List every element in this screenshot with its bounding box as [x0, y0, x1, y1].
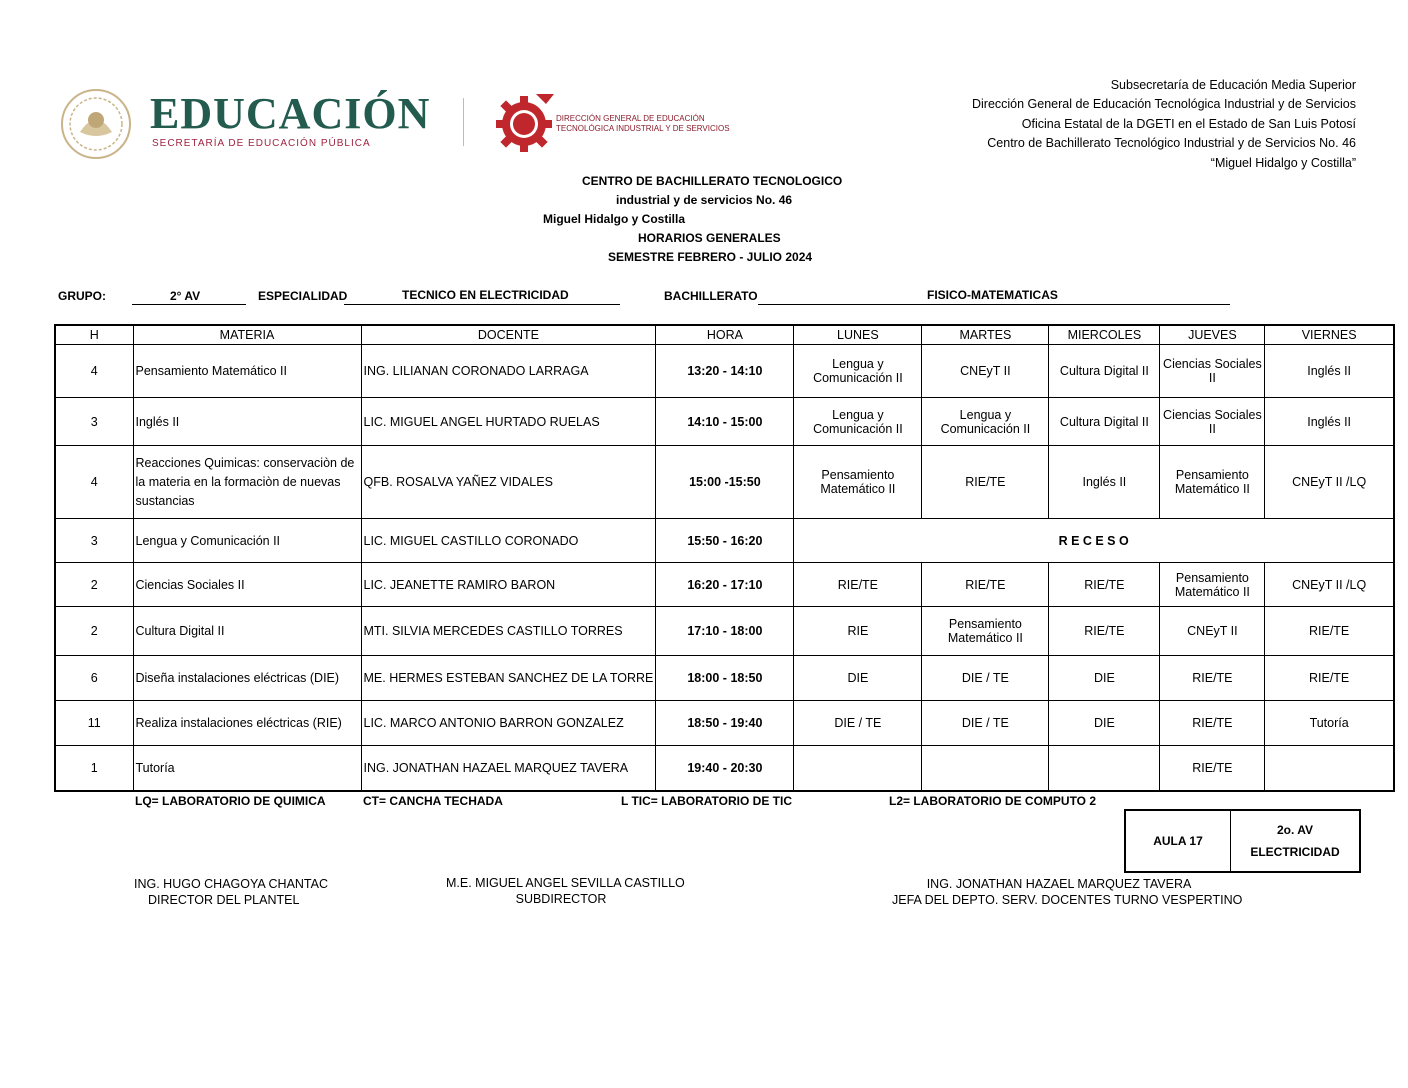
martes-cell: Pensamiento Matemático II: [922, 607, 1049, 656]
lunes-cell: Lengua y Comunicación II: [794, 398, 922, 446]
legend-ct: CT= CANCHA TECHADA: [363, 794, 503, 808]
hora-cell: 17:10 - 18:00: [656, 607, 794, 656]
lunes-cell: Pensamiento Matemático II: [794, 446, 922, 519]
aula-group-line2: ELECTRICIDAD: [1250, 845, 1340, 859]
bachillerato-underline: [758, 304, 1230, 305]
especialidad-label: ESPECIALIDAD: [258, 289, 348, 303]
viernes-cell: RIE/TE: [1265, 607, 1394, 656]
col-header: LUNES: [794, 325, 922, 345]
hora-cell: 15:00 -15:50: [656, 446, 794, 519]
materia-cell: Tutoría: [133, 746, 361, 791]
header-line: Centro de Bachillerato Tecnológico Industrial y de Servicios No. 46: [987, 136, 1356, 151]
jueves-cell: Ciencias Sociales II: [1160, 398, 1265, 446]
hora-cell: 16:20 - 17:10: [656, 563, 794, 607]
aula-group-line1: 2o. AV: [1276, 823, 1313, 837]
table-row: [55, 398, 1394, 446]
hours-cell: 11: [55, 701, 133, 746]
signature-director: [134, 877, 328, 907]
jueves-cell: Pensamiento Matemático II: [1160, 563, 1265, 607]
school-title: CENTRO DE BACHILLERATO TECNOLOGICO: [582, 174, 843, 188]
miercoles-cell: [1049, 746, 1160, 791]
col-header: DOCENTE: [361, 325, 656, 345]
hours-cell: 4: [55, 446, 133, 519]
hora-cell: 18:00 - 18:50: [656, 656, 794, 701]
lunes-cell: RIE: [794, 607, 922, 656]
hora-cell: 19:40 - 20:30: [656, 746, 794, 791]
table-row: [55, 746, 1394, 791]
table-row: [55, 701, 1394, 746]
miercoles-cell: Cultura Digital II: [1049, 398, 1160, 446]
education-wordmark: EDUCACIÓN: [150, 89, 431, 138]
miercoles-cell: RIE/TE: [1049, 607, 1160, 656]
hora-cell: 18:50 - 19:40: [656, 701, 794, 746]
viernes-cell: CNEyT II /LQ: [1265, 563, 1394, 607]
viernes-cell: CNEyT II /LQ: [1265, 446, 1394, 519]
materia-cell: Realiza instalaciones eléctricas (RIE): [133, 701, 361, 746]
col-header: MARTES: [922, 325, 1049, 345]
docente-cell: ME. HERMES ESTEBAN SANCHEZ DE LA TORRE: [361, 656, 656, 701]
miercoles-cell: Inglés II: [1049, 446, 1160, 519]
docente-cell: LIC. JEANETTE RAMIRO BARON: [361, 563, 656, 607]
martes-cell: Lengua y Comunicación II: [922, 398, 1049, 446]
dgeti-caption-line2: TECNOLÓGICA INDUSTRIAL Y DE SERVICIOS: [556, 124, 730, 133]
bachillerato-value: FISICO-MATEMATICAS: [927, 288, 1058, 302]
lunes-cell: DIE: [794, 656, 922, 701]
table-row: [55, 519, 1394, 563]
hora-cell: 15:50 - 16:20: [656, 519, 794, 563]
martes-cell: [922, 746, 1049, 791]
lunes-cell: [794, 746, 922, 791]
martes-cell: RIE/TE: [922, 446, 1049, 519]
legend-l2: L2= LABORATORIO DE COMPUTO 2: [889, 794, 1097, 808]
hours-cell: 1: [55, 746, 133, 791]
viernes-cell: RIE/TE: [1265, 656, 1394, 701]
table-row: [55, 563, 1394, 607]
grupo-value: 2° AV: [170, 289, 201, 303]
jueves-cell: RIE/TE: [1160, 746, 1265, 791]
signature-name: ING. HUGO CHAGOYA CHANTAC: [134, 877, 329, 891]
signature-name: M.E. MIGUEL ANGEL SEVILLA CASTILLO: [446, 876, 685, 890]
header-line: “Miguel Hidalgo y Costilla”: [1210, 155, 1356, 170]
col-header: JUEVES: [1160, 325, 1265, 345]
miercoles-cell: Cultura Digital II: [1049, 345, 1160, 398]
jueves-cell: Ciencias Sociales II: [1160, 345, 1265, 398]
header-line: Dirección General de Educación Tecnológica Industrial y de Servicios: [971, 97, 1356, 112]
table-row: [55, 446, 1394, 519]
martes-cell: CNEyT II: [922, 345, 1049, 398]
miercoles-cell: DIE: [1049, 656, 1160, 701]
bachillerato-label: BACHILLERATO: [664, 289, 758, 303]
jueves-cell: Pensamiento Matemático II: [1160, 446, 1265, 519]
especialidad-underline: [344, 304, 620, 305]
lunes-cell: RIE/TE: [794, 563, 922, 607]
docente-cell: ING. JONATHAN HAZAEL MARQUEZ TAVERA: [361, 746, 656, 791]
col-header: MATERIA: [133, 325, 361, 345]
col-header: H: [55, 325, 133, 345]
header-line: Oficina Estatal de la DGETI en el Estado de San Luis Potosí: [1021, 116, 1356, 131]
aula-box: [1124, 809, 1361, 873]
materia-cell: Lengua y Comunicación II: [133, 519, 361, 563]
hours-cell: 3: [55, 519, 133, 563]
table-row: [55, 345, 1394, 398]
hora-cell: 14:10 - 15:00: [656, 398, 794, 446]
table-row: [55, 656, 1394, 701]
hora-cell: 13:20 - 14:10: [656, 345, 794, 398]
viernes-cell: Tutoría: [1265, 701, 1394, 746]
docente-cell: LIC. MIGUEL ANGEL HURTADO RUELAS: [361, 398, 656, 446]
lunes-cell: Lengua y Comunicación II: [794, 345, 922, 398]
signature-name: ING. JONATHAN HAZAEL MARQUEZ TAVERA: [926, 877, 1192, 891]
martes-cell: RIE/TE: [922, 563, 1049, 607]
docente-cell: ING. LILIANAN CORONADO LARRAGA: [361, 345, 656, 398]
hours-cell: 6: [55, 656, 133, 701]
schedule-title: HORARIOS GENERALES: [638, 231, 781, 245]
materia-cell: Inglés II: [133, 398, 361, 446]
martes-cell: DIE / TE: [922, 701, 1049, 746]
schedule-table: [54, 324, 1395, 792]
viernes-cell: Inglés II: [1265, 345, 1394, 398]
signature-role: DIRECTOR DEL PLANTEL: [148, 893, 300, 907]
materia-cell: Ciencias Sociales II: [133, 563, 361, 607]
institution-header: [836, 76, 1356, 173]
docente-cell: LIC. MIGUEL CASTILLO CORONADO: [361, 519, 656, 563]
materia-cell: Pensamiento Matemático II: [133, 345, 361, 398]
dgeti-caption-line1: DIRECCIÓN GENERAL DE EDUCACIÓN: [556, 114, 705, 123]
table-row: [55, 607, 1394, 656]
signature-jefa-docentes: [892, 877, 1243, 907]
dgeti-gear-logo: [494, 90, 558, 154]
col-header: VIERNES: [1265, 325, 1394, 345]
hours-cell: 2: [55, 607, 133, 656]
school-subtitle: industrial y de servicios No. 46: [616, 193, 793, 207]
aula-group: [1231, 810, 1361, 872]
grupo-label: GRUPO:: [58, 289, 106, 303]
materia-cell: Diseña instalaciones eléctricas (DIE): [133, 656, 361, 701]
school-name: Miguel Hidalgo y Costilla: [543, 212, 686, 226]
table-header-row: [55, 325, 1394, 345]
logo-divider: [463, 98, 464, 146]
receso-cell: R E C E S O: [794, 519, 1394, 563]
docente-cell: MTI. SILVIA MERCEDES CASTILLO TORRES: [361, 607, 656, 656]
docente-cell: QFB. ROSALVA YAÑEZ VIDALES: [361, 446, 656, 519]
especialidad-value: TECNICO EN ELECTRICIDAD: [402, 288, 569, 302]
col-header: MIERCOLES: [1049, 325, 1160, 345]
jueves-cell: RIE/TE: [1160, 701, 1265, 746]
materia-cell: Reacciones Quimicas: conservaciòn de la materia en la formaciòn de nuevas sustancias: [133, 446, 361, 519]
martes-cell: DIE / TE: [922, 656, 1049, 701]
lunes-cell: DIE / TE: [794, 701, 922, 746]
miercoles-cell: RIE/TE: [1049, 563, 1160, 607]
miercoles-cell: DIE: [1049, 701, 1160, 746]
viernes-cell: [1265, 746, 1394, 791]
aula-number: AULA 17: [1125, 810, 1231, 872]
legend-ltic: L TIC= LABORATORIO DE TIC: [621, 794, 793, 808]
signature-subdirector: [446, 876, 685, 906]
jueves-cell: CNEyT II: [1160, 607, 1265, 656]
legend-lq: LQ= LABORATORIO DE QUIMICA: [135, 794, 326, 808]
sep-subtitle: SECRETARÍA DE EDUCACIÓN PÚBLICA: [152, 138, 371, 149]
docente-cell: LIC. MARCO ANTONIO BARRON GONZALEZ: [361, 701, 656, 746]
jueves-cell: RIE/TE: [1160, 656, 1265, 701]
materia-cell: Cultura Digital II: [133, 607, 361, 656]
signature-role: JEFA DEL DEPTO. SERV. DOCENTES TURNO VESPERTINO: [892, 893, 1243, 907]
grupo-underline: [132, 304, 246, 305]
viernes-cell: Inglés II: [1265, 398, 1394, 446]
signature-role: SUBDIRECTOR: [515, 892, 607, 906]
header-line: Subsecretaría de Educación Media Superior: [1110, 78, 1356, 92]
mexico-seal-logo: [58, 88, 138, 160]
dgeti-caption: [556, 114, 746, 134]
hours-cell: 3: [55, 398, 133, 446]
hours-cell: 2: [55, 563, 133, 607]
col-header: HORA: [656, 325, 794, 345]
semester-title: SEMESTRE FEBRERO - JULIO 2024: [608, 250, 813, 264]
hours-cell: 4: [55, 345, 133, 398]
